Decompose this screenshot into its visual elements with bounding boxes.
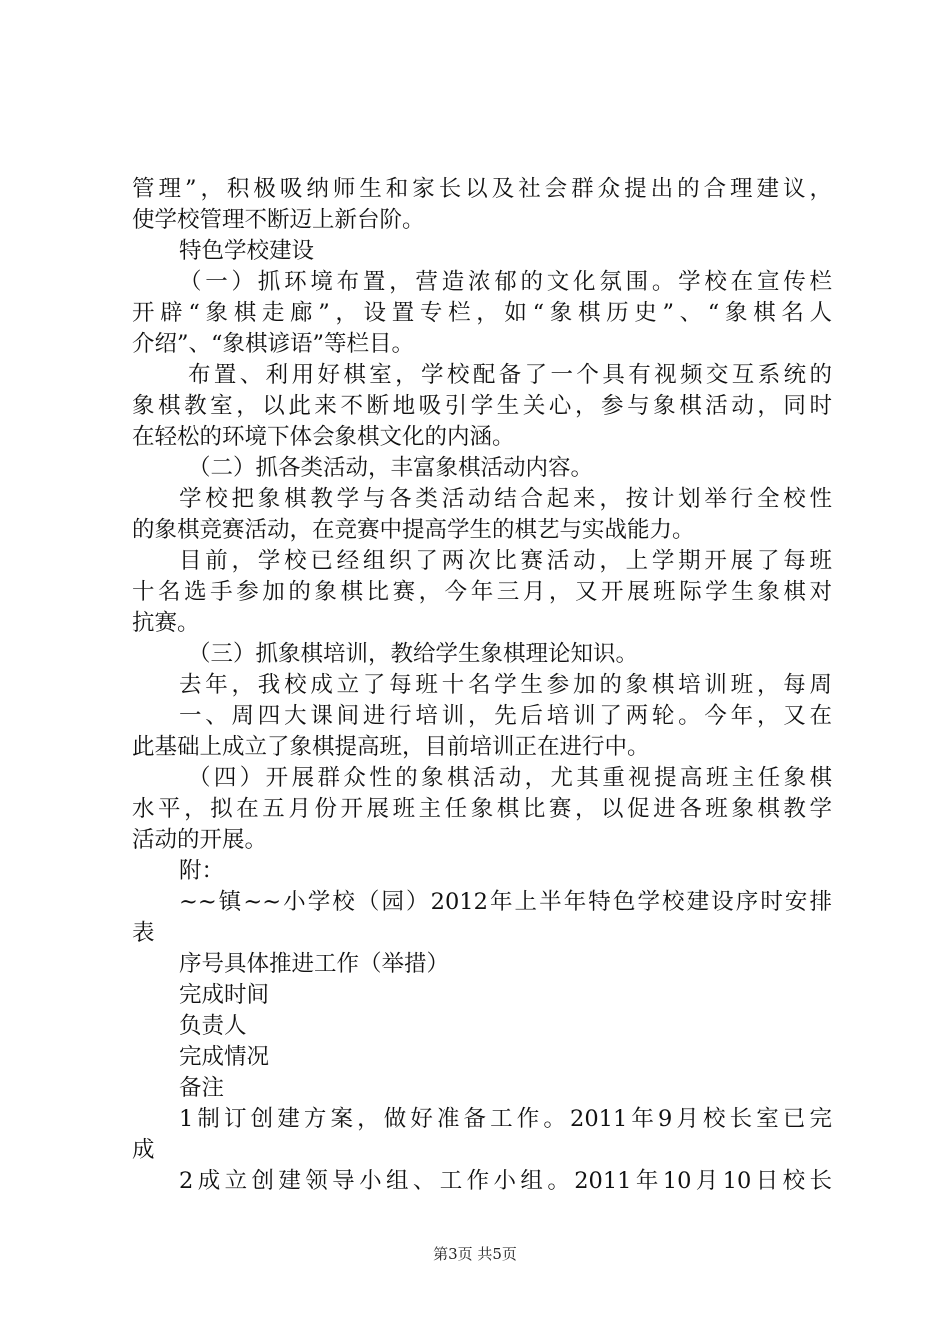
table-header-cell: 序号具体推进工作（举措） — [179, 951, 450, 977]
document-body — [132, 174, 832, 1197]
table-header-cell: 完成情况 — [179, 1044, 270, 1070]
text-line: 抗赛。 — [132, 610, 200, 636]
text-line: （三）抓象棋培训，教给学生象棋理论知识。 — [188, 641, 639, 667]
table-row: 1制订创建方案，做好准备工作。2011年9月校长室已完 — [179, 1106, 832, 1132]
text-line: （四）开展群众性的象棋活动，尤其重视提高班主任象棋 — [188, 765, 832, 791]
table-header-cell: 完成时间 — [179, 982, 270, 1008]
text-line: 学校把象棋教学与各类活动结合起来，按计划举行全校性 — [179, 486, 832, 512]
page-number: 第3页 共5页 — [433, 1245, 517, 1263]
text-line: 的象棋竞赛活动，在竞赛中提高学生的棋艺与实战能力。 — [132, 517, 695, 543]
text-line: ~~镇~~小学校（园）2012年上半年特色学校建设序时安排 — [179, 889, 832, 915]
text-line: 象棋教室，以此来不断地吸引学生关心，参与象棋活动，同时 — [132, 393, 832, 419]
text-line: 目前，学校已经组织了两次比赛活动，上学期开展了每班 — [179, 548, 832, 574]
text-line: 一、周四大课间进行培训，先后培训了两轮。今年，又在 — [179, 703, 832, 729]
page-footer — [0, 1244, 950, 1264]
text-line: 开辟“象棋走廊”，设置专栏，如“象棋历史”、“象棋名人 — [132, 300, 832, 326]
table-header-cell: 负责人 — [179, 1013, 247, 1039]
text-line: 附： — [179, 858, 225, 884]
table-row: 成 — [132, 1137, 155, 1163]
text-line: 介绍”、“象棋谚语”等栏目。 — [132, 331, 415, 357]
text-line: 表 — [132, 920, 155, 946]
table-row: 2成立创建领导小组、工作小组。2011年10月10日校长 — [179, 1168, 832, 1194]
text-line: （一）抓环境布置，营造浓郁的文化氛围。学校在宣传栏 — [179, 269, 832, 295]
text-line: 此基础上成立了象棋提高班，目前培训正在进行中。 — [132, 734, 650, 760]
text-line: 使学校管理不断迈上新台阶。 — [132, 207, 425, 233]
table-header-cell: 备注 — [179, 1075, 225, 1101]
text-line: 管理”，积极吸纳师生和家长以及社会群众提出的合理建议， — [132, 176, 832, 202]
text-line: 去年，我校成立了每班十名学生参加的象棋培训班，每周 — [179, 672, 832, 698]
text-line: 布置、利用好棋室，学校配备了一个具有视频交互系统的 — [188, 362, 832, 388]
text-line: 水平，拟在五月份开展班主任象棋比赛，以促进各班象棋教学 — [132, 796, 832, 822]
text-line: 在轻松的环境下体会象棋文化的内涵。 — [132, 424, 515, 450]
text-line: 活动的开展。 — [132, 827, 268, 853]
section-heading: 特色学校建设 — [179, 238, 315, 264]
text-line: （二）抓各类活动，丰富象棋活动内容。 — [188, 455, 594, 481]
text-line: 十名选手参加的象棋比赛，今年三月，又开展班际学生象棋对 — [132, 579, 832, 605]
